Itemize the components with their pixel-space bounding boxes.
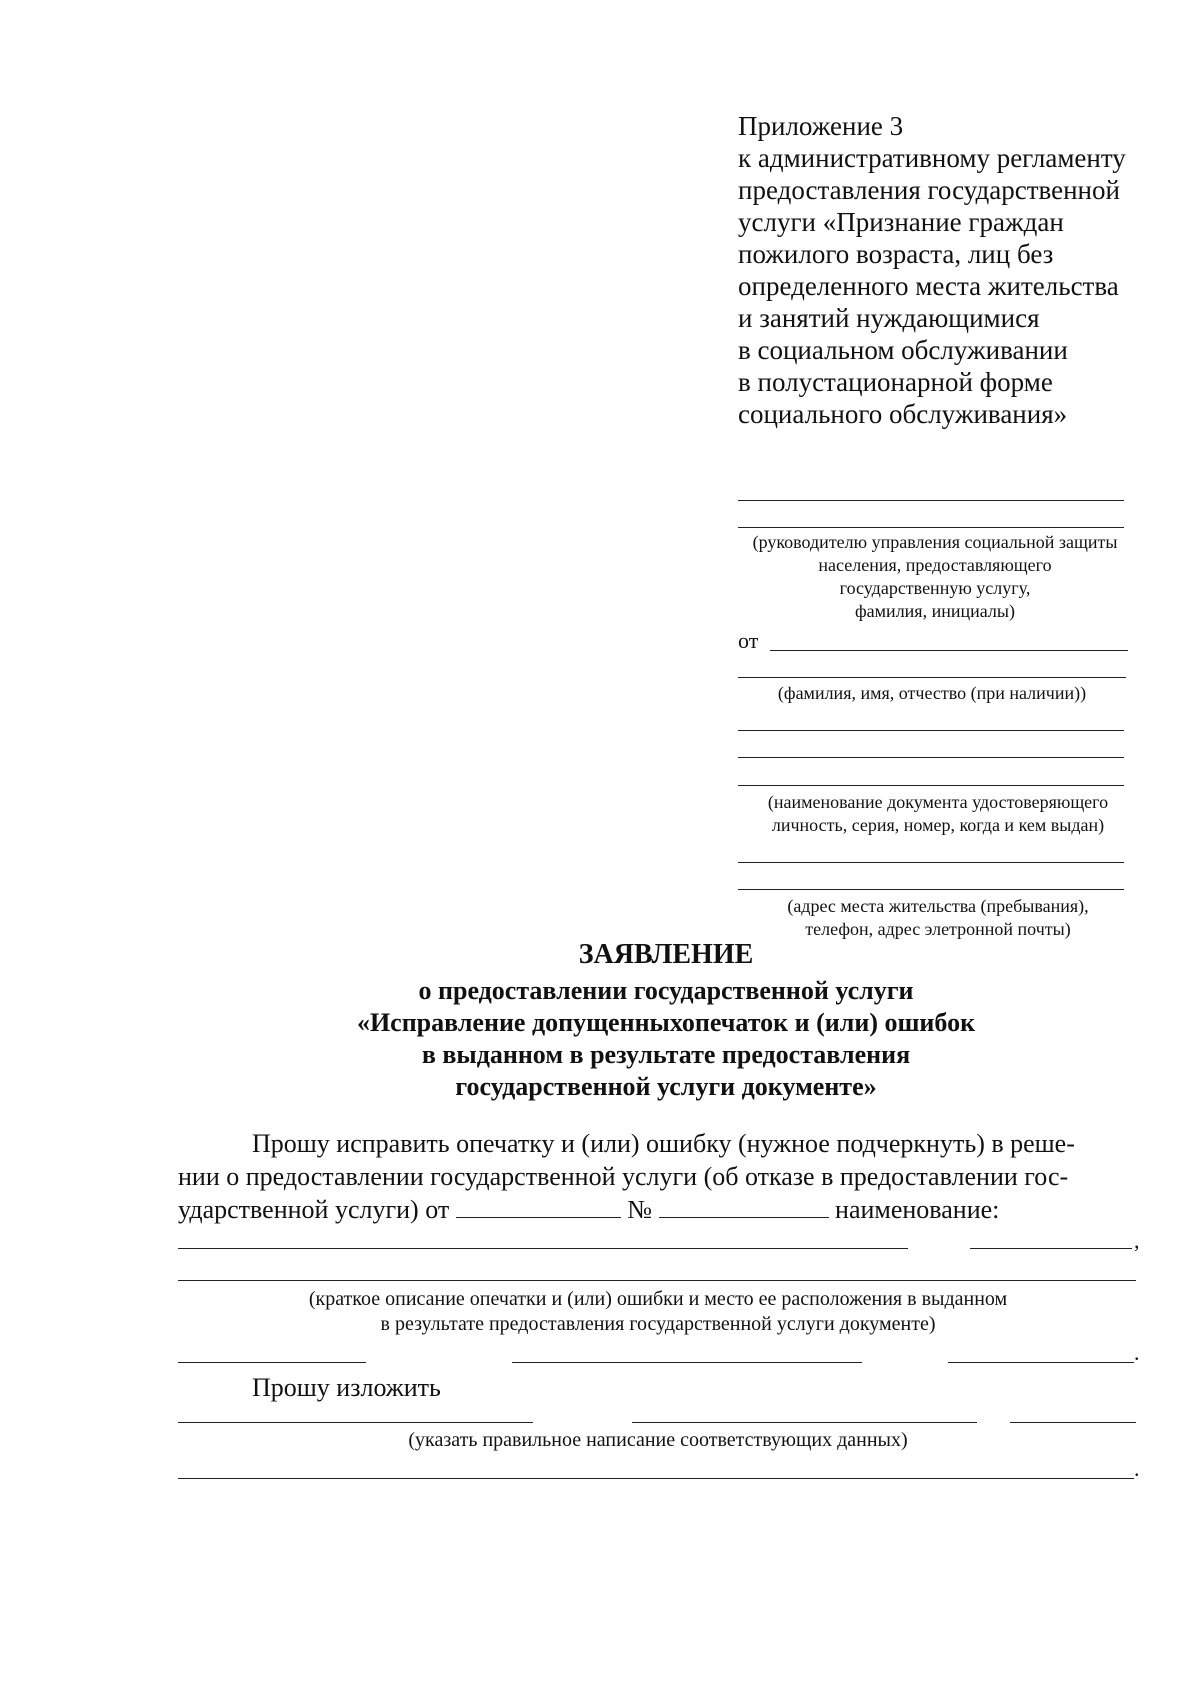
body-line: Прошу исправить опечатку и (или) ошибку (нужное подчеркнуть) в реше- [252, 1129, 1075, 1158]
statement-title: ЗАЯВЛЕНИЕ [578, 939, 754, 970]
body-line [178, 1194, 999, 1226]
body-line: нии о предоставлении государственной услуги (об отказе в предоставлении гос- [178, 1162, 1069, 1191]
addressee-caption: (руководителю управления социальной защиты [752, 532, 1118, 552]
comma: , [1134, 1228, 1140, 1253]
appendix-title: Приложение 3 [738, 111, 904, 141]
addressee-caption: населения, предоставляющего [818, 555, 1052, 575]
from-label: от [738, 628, 759, 653]
from-blank-line[interactable] [738, 677, 1126, 678]
id-caption: (наименование документа удостоверяющего [767, 792, 1109, 812]
error-caption: (краткое описание опечатки и (или) ошибки и место ее расположения в выданном [308, 1288, 1008, 1310]
body-line-text: ударственной услуги) от [178, 1195, 450, 1224]
correction-blank-line[interactable] [1010, 1422, 1136, 1423]
appendix-line: услуги «Признание граждан [738, 207, 1064, 237]
period: . [1134, 1340, 1140, 1365]
id-blank-line[interactable] [738, 757, 1124, 758]
name-caption: (фамилия, имя, отчество (при наличии)) [777, 683, 1087, 703]
number-field[interactable] [659, 1195, 829, 1218]
address-caption: (адрес места жительства (пребывания), [787, 896, 1089, 916]
addressee-blank-line[interactable] [738, 500, 1124, 501]
error-caption: в результате предоставления государственной услуги документе) [380, 1313, 936, 1335]
address-blank-line[interactable] [738, 862, 1124, 863]
statement-subtitle: государственной услуги документе» [455, 1072, 877, 1101]
name-blank-line[interactable] [178, 1248, 908, 1249]
restate-label: Прошу изложить [252, 1373, 441, 1402]
appendix-line: предоставления государственной [738, 175, 1120, 205]
appendix-line: в социальном обслуживании [738, 335, 1068, 365]
statement-subtitle: в выданном в результате предоставления [421, 1040, 911, 1069]
correct-caption: (указать правильное написание соответствующих данных) [408, 1429, 908, 1451]
description-blank-line[interactable] [948, 1362, 1134, 1363]
appendix-line: и занятий нуждающимися [738, 303, 1040, 333]
appendix-line: пожилого возраста, лиц без [738, 239, 1054, 269]
appendix-line: социального обслуживания» [738, 399, 1068, 429]
appendix-line: к административному регламенту [738, 143, 1126, 173]
appendix-line: определенного места жительства [738, 271, 1119, 301]
description-blank-line[interactable] [178, 1362, 366, 1363]
date-field[interactable] [456, 1195, 621, 1218]
addressee-blank-line[interactable] [738, 527, 1124, 528]
period: . [1134, 1456, 1140, 1481]
addressee-caption: фамилия, инициалы) [855, 601, 1015, 621]
body-line-text: наименование: [835, 1195, 1000, 1224]
appendix-line: в полустационарной форме [738, 367, 1053, 397]
correction-blank-line[interactable] [632, 1422, 977, 1423]
from-blank-line[interactable] [770, 650, 1128, 651]
addressee-caption: государственную услугу, [839, 578, 1031, 598]
description-blank-line[interactable] [512, 1362, 862, 1363]
statement-subtitle: «Исправление допущенныхопечаток и (или) ошибок [356, 1008, 976, 1037]
correction-blank-line[interactable] [178, 1422, 533, 1423]
id-blank-line[interactable] [738, 785, 1124, 786]
id-caption: личность, серия, номер, когда и кем выдан) [771, 815, 1105, 835]
name-blank-line[interactable] [970, 1248, 1132, 1249]
address-blank-line[interactable] [738, 889, 1124, 890]
id-blank-line[interactable] [738, 730, 1124, 731]
number-sign: № [627, 1195, 653, 1224]
address-caption: телефон, адрес элетронной почты) [805, 919, 1071, 939]
description-blank-line[interactable] [178, 1280, 1136, 1281]
statement-subtitle: о предоставлении государственной услуги [418, 976, 914, 1005]
correction-blank-line[interactable] [178, 1478, 1134, 1479]
